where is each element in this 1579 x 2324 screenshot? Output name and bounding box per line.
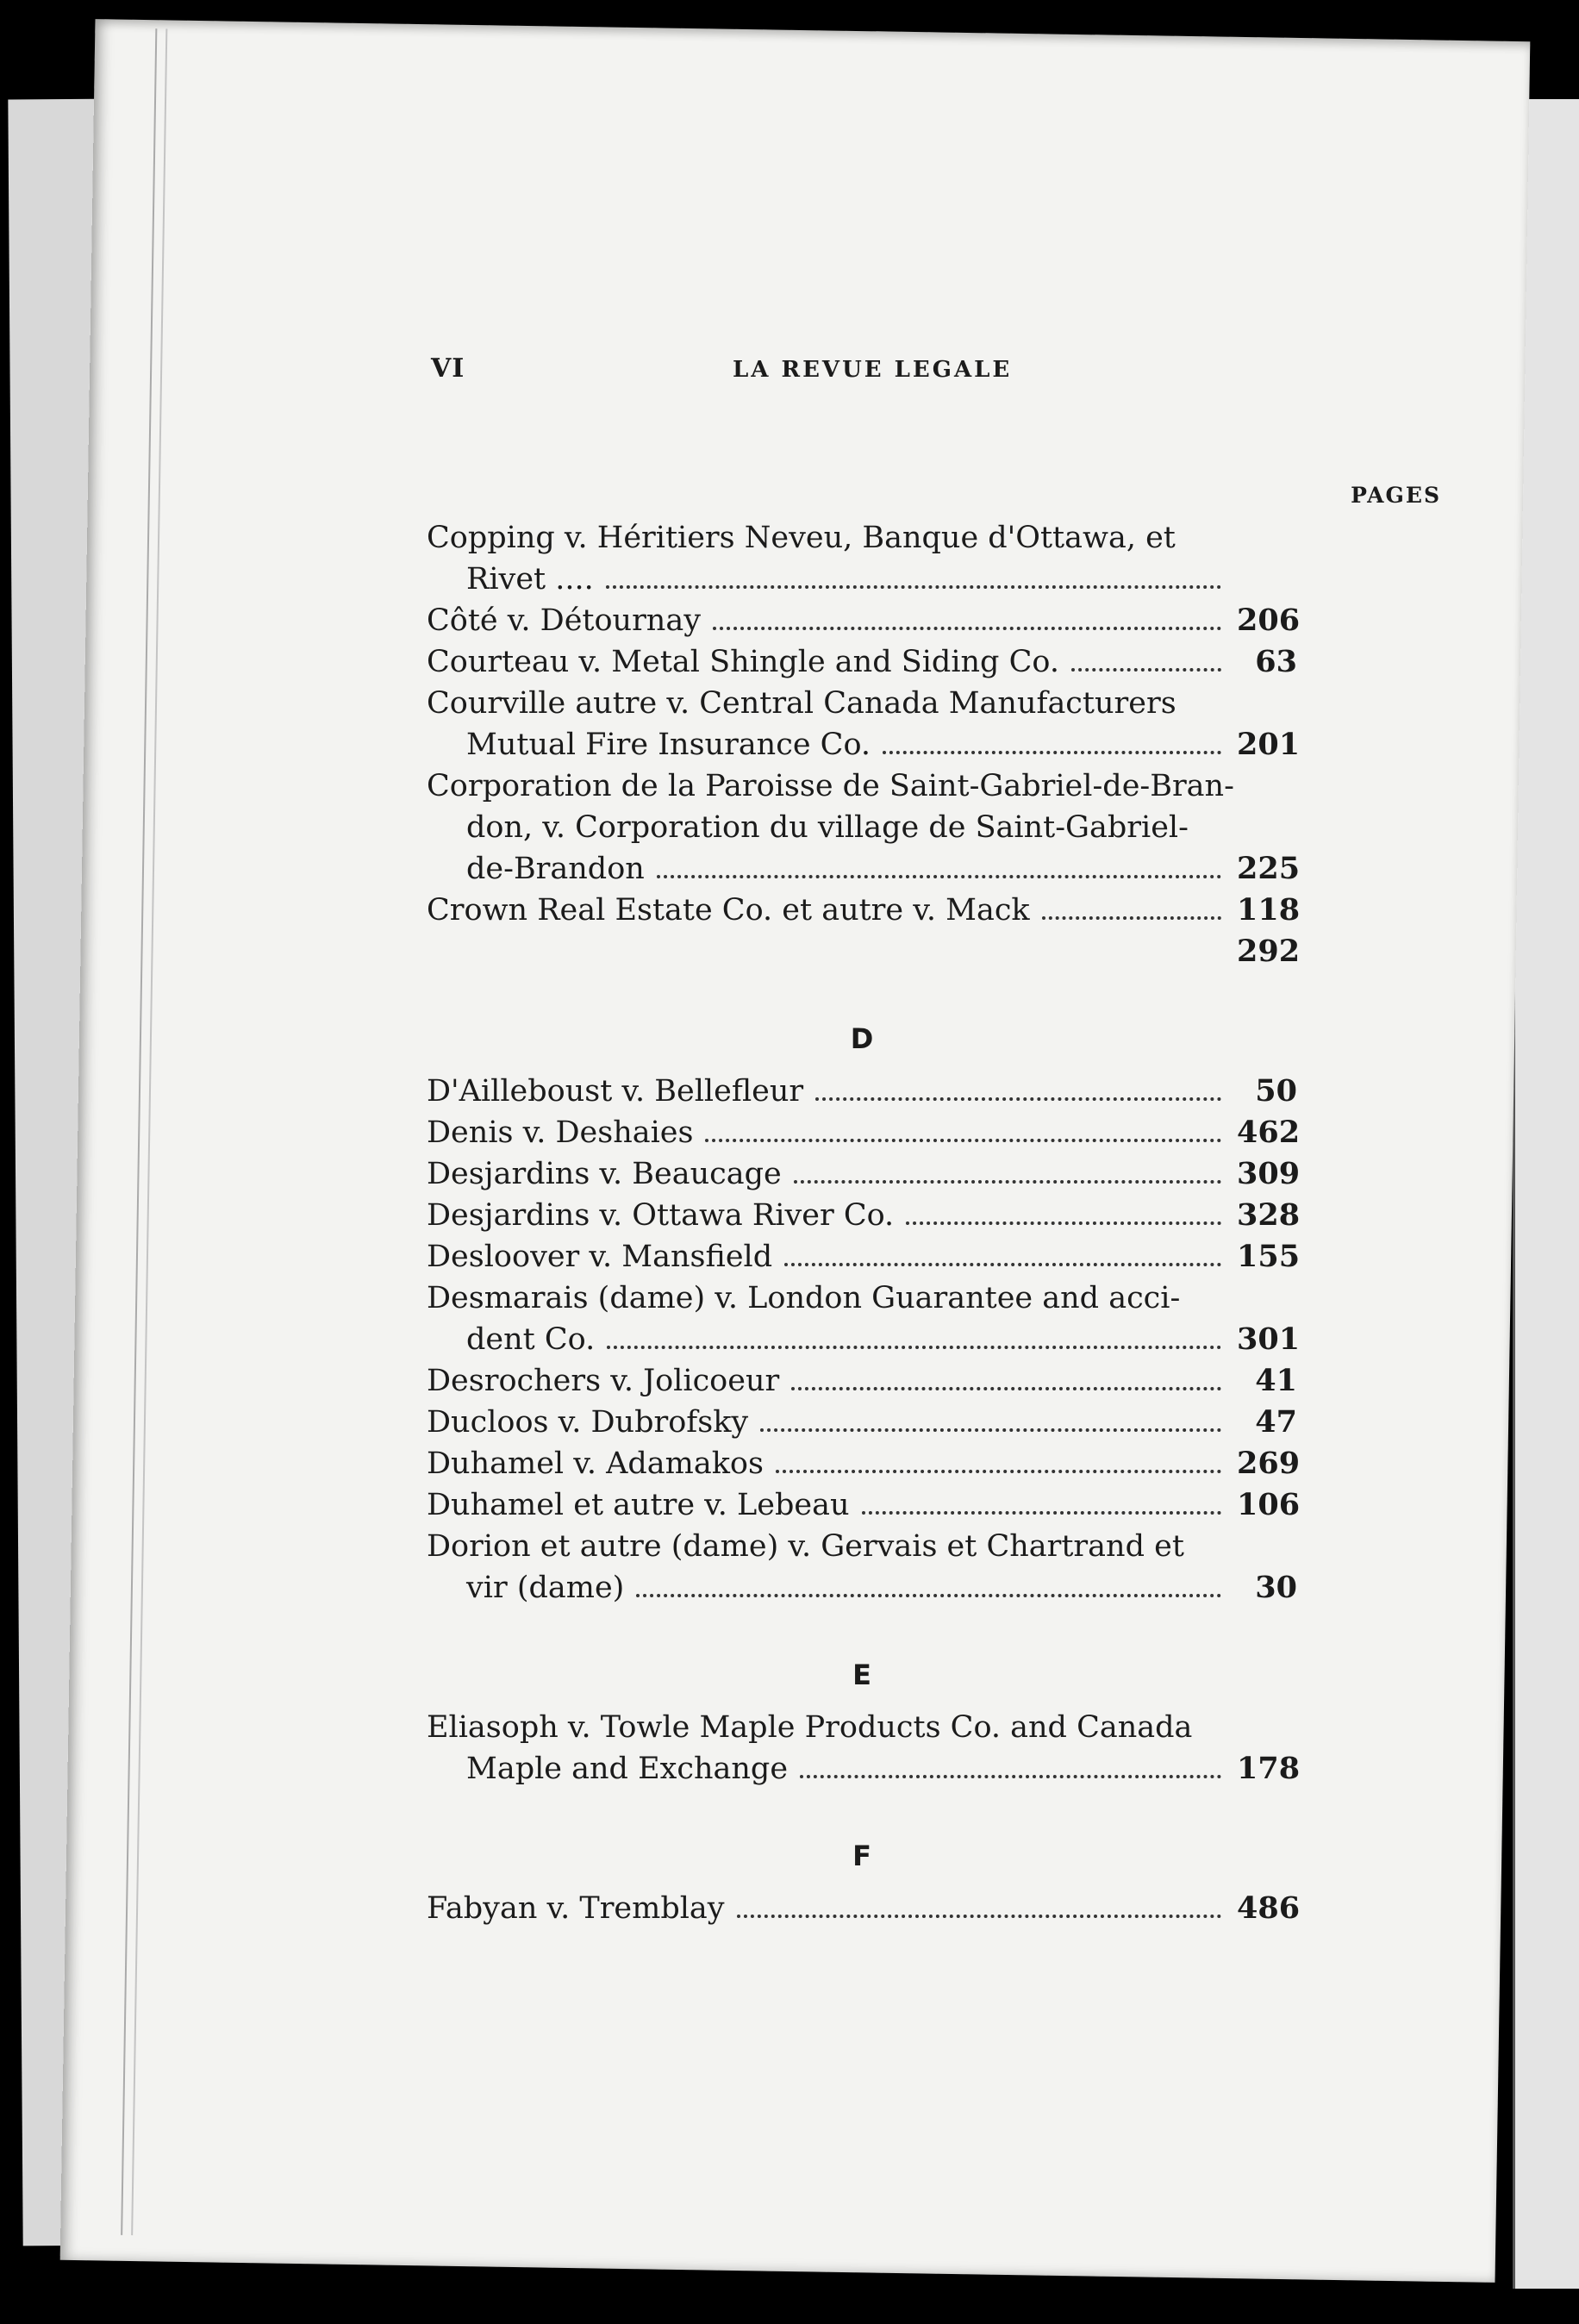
- section-letter: D: [850, 1022, 874, 1055]
- entry-title-line: Desmarais (dame) v. London Guarantee and acci-: [427, 1281, 1181, 1315]
- page-number: 118: [1237, 892, 1301, 928]
- page-number: 309: [1237, 1156, 1301, 1191]
- index-entry: [427, 1153, 1301, 1195]
- folio-number: VI: [431, 353, 465, 384]
- dot-leader: [791, 1386, 1221, 1390]
- page-number: 201: [1237, 727, 1301, 762]
- index-entry: [427, 1888, 1301, 1929]
- page-number: 486: [1237, 1890, 1301, 1926]
- entry-title-line: don, v. Corporation du village de Saint-Gabriel-: [466, 810, 1189, 845]
- index-entry: [427, 1071, 1297, 1112]
- index-entry: [427, 1443, 1301, 1484]
- dot-leader: [606, 584, 1221, 589]
- dot-leader: [713, 626, 1221, 630]
- page-number: 206: [1237, 603, 1301, 638]
- dot-leader: [607, 1345, 1221, 1349]
- index-entry: [427, 641, 1297, 683]
- dot-leader: [784, 1262, 1221, 1266]
- entry-title-line: Duhamel et autre v. Lebeau: [427, 1488, 850, 1522]
- page-number: 106: [1237, 1487, 1301, 1522]
- dot-leader: [800, 1774, 1221, 1778]
- entry-title-line: Crown Real Estate Co. et autre v. Mack: [427, 893, 1030, 928]
- index-entry: [427, 931, 1301, 972]
- page-header: [431, 353, 1353, 405]
- entry-title-line: vir (dame): [466, 1571, 625, 1605]
- section-gap: [427, 1609, 1297, 1640]
- index-entry: [427, 1707, 1301, 1790]
- entry-title-line: Ducloos v. Dubrofsky: [427, 1405, 749, 1440]
- entry-title-line: Mutual Fire Insurance Co.: [466, 728, 871, 762]
- page-number: 41: [1255, 1363, 1297, 1398]
- page-number: 225: [1237, 851, 1301, 886]
- page-number: 155: [1237, 1239, 1301, 1274]
- entry-title-line: Maple and Exchange: [466, 1752, 789, 1786]
- page-number: 63: [1255, 644, 1297, 679]
- index-entry: [427, 1278, 1301, 1360]
- index-entry: [427, 1236, 1301, 1278]
- section-gap: [427, 972, 1297, 1003]
- entry-title-line: Côté v. Détournay: [427, 603, 701, 638]
- entry-title-line: Denis v. Deshaies: [427, 1115, 694, 1150]
- page-number: 301: [1237, 1321, 1301, 1357]
- index-entry: [427, 1195, 1301, 1236]
- page-number: 47: [1255, 1404, 1297, 1440]
- entry-title-line: Desjardins v. Beaucage: [427, 1157, 782, 1191]
- running-title: LA REVUE LEGALE: [733, 357, 1013, 383]
- entry-title-line: D'Ailleboust v. Bellefleur: [427, 1074, 804, 1109]
- case-index: [427, 517, 1301, 1929]
- index-entry: [427, 1526, 1297, 1609]
- dot-leader: [794, 1179, 1221, 1184]
- dot-leader: [737, 1914, 1221, 1918]
- entry-title-line: Desloover v. Mansfield: [427, 1240, 773, 1274]
- entry-title-line: Fabyan v. Tremblay: [427, 1891, 725, 1926]
- index-entry: [427, 600, 1301, 641]
- dot-leader: [862, 1510, 1221, 1515]
- entry-title-line: Desrochers v. Jolicoeur: [427, 1364, 780, 1398]
- page-edge-line: [131, 28, 167, 2235]
- index-entry: [427, 890, 1301, 931]
- dot-leader: [657, 874, 1221, 878]
- page-number: 30: [1255, 1570, 1297, 1605]
- section-letter: F: [852, 1840, 871, 1872]
- index-entry: [427, 765, 1301, 890]
- page-number: 50: [1255, 1073, 1297, 1109]
- dot-leader: [1071, 667, 1221, 672]
- index-entry: [427, 1112, 1301, 1153]
- index-entry: [427, 1484, 1301, 1526]
- entry-title-line: Dorion et autre (dame) v. Gervais et Chartrand et: [427, 1529, 1184, 1564]
- section-letter: E: [852, 1659, 871, 1691]
- index-entry: [427, 517, 1297, 600]
- dot-leader: [760, 1428, 1221, 1432]
- entry-title-line: de-Brandon: [466, 852, 645, 886]
- pages-column-label: PAGES: [1351, 483, 1441, 508]
- entry-title-line: Corporation de la Paroisse de Saint-Gabriel-de-Bran-: [427, 769, 1234, 803]
- page-edge-line: [121, 28, 157, 2235]
- page-number: 292: [1237, 934, 1301, 969]
- entry-title-line: Courville autre v. Central Canada Manufacturers: [427, 686, 1176, 721]
- index-entry: [427, 1360, 1297, 1402]
- index-entry: [427, 683, 1301, 765]
- index-entry: [427, 1402, 1297, 1443]
- entry-title-line: Eliasoph v. Towle Maple Products Co. and Canada: [427, 1710, 1193, 1745]
- dot-leader: [906, 1221, 1221, 1225]
- section-gap: [427, 1790, 1297, 1821]
- entry-title-line: Courteau v. Metal Shingle and Siding Co.: [427, 645, 1059, 679]
- entry-title-line: Duhamel v. Adamakos: [427, 1446, 764, 1481]
- dot-leader: [636, 1593, 1221, 1597]
- dot-leader: [776, 1469, 1221, 1473]
- page-number: 462: [1237, 1115, 1301, 1150]
- entry-title-line: Desjardins v. Ottawa River Co.: [427, 1198, 895, 1233]
- dot-leader: [883, 750, 1221, 754]
- page-number: 178: [1237, 1751, 1301, 1786]
- entry-title-line: dent Co.: [466, 1322, 596, 1357]
- dot-leader: [1042, 915, 1221, 920]
- entry-title-line: Rivet ....: [466, 562, 594, 597]
- page-number: 269: [1237, 1446, 1301, 1481]
- entry-title-line: Copping v. Héritiers Neveu, Banque d'Ottawa, et: [427, 521, 1176, 555]
- page-number: 328: [1237, 1197, 1301, 1233]
- dot-leader: [815, 1096, 1221, 1101]
- dot-leader: [705, 1138, 1221, 1142]
